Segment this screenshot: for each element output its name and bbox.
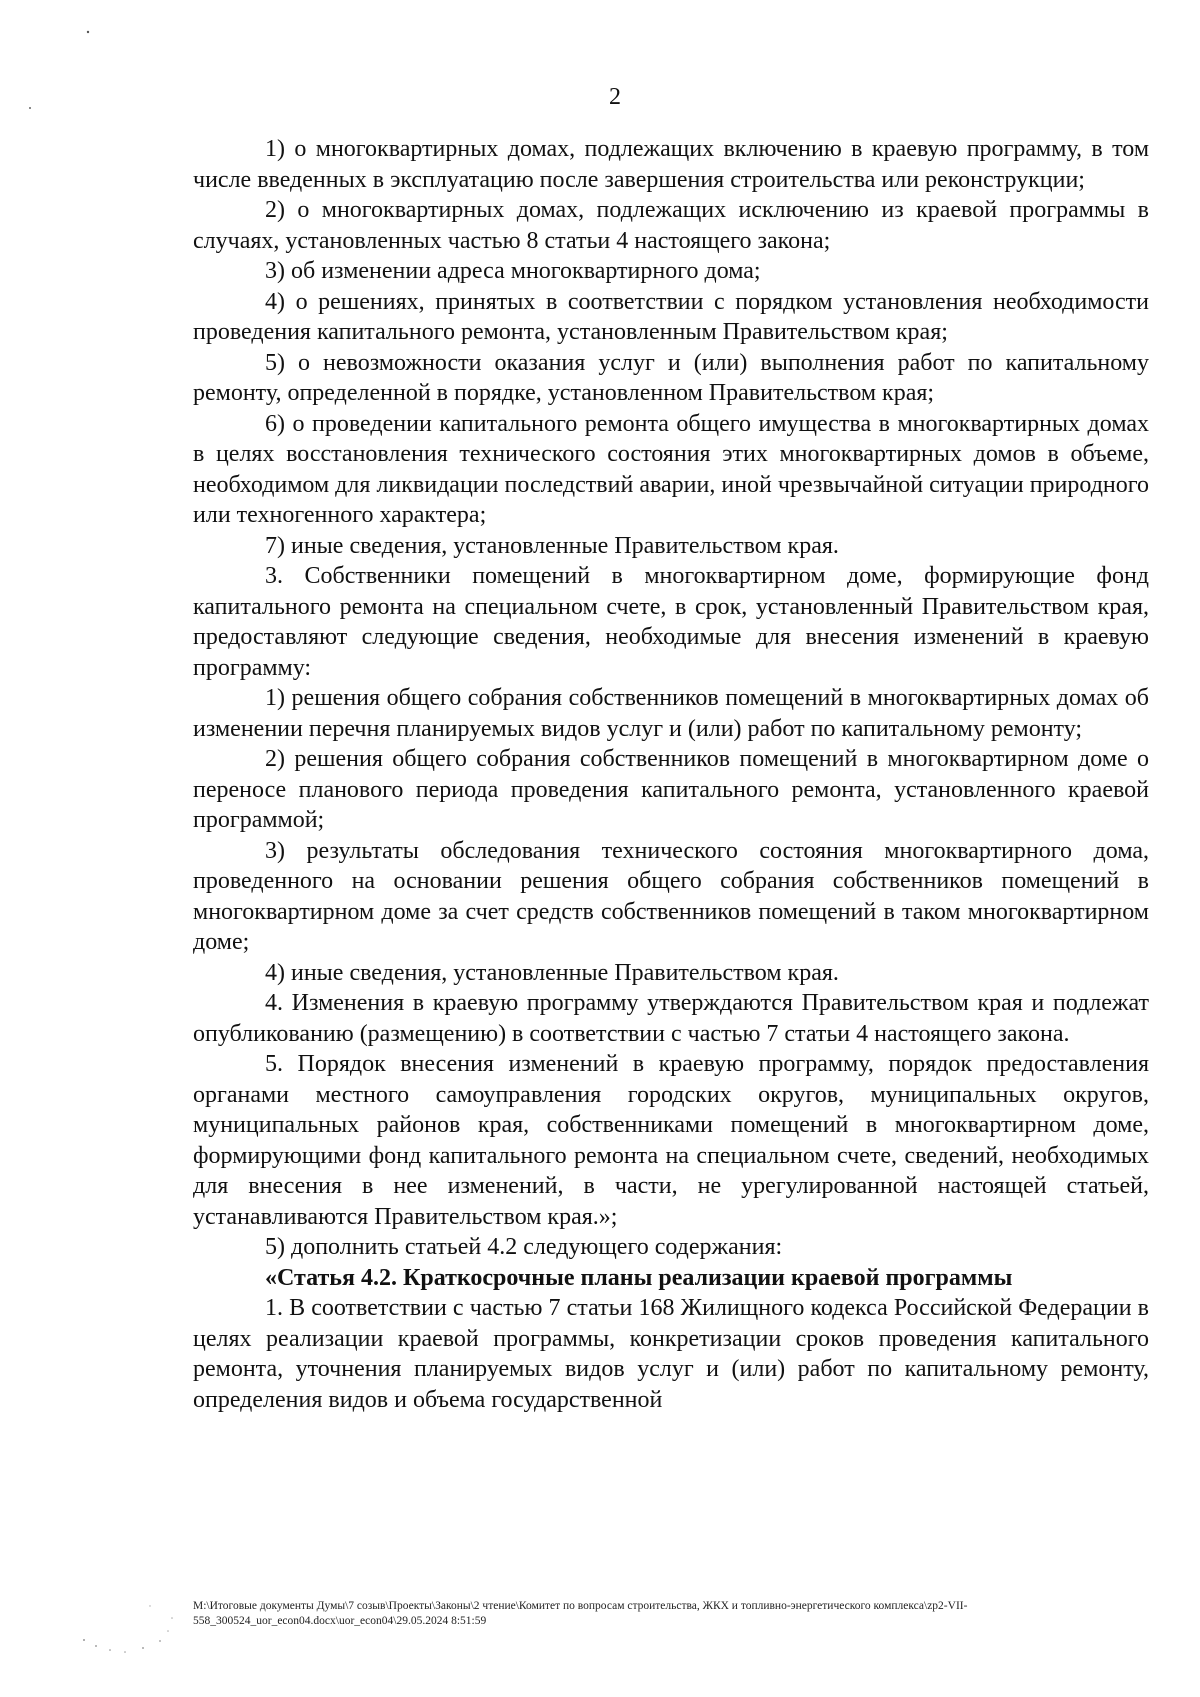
paragraph: 3) об изменении адреса многоквартирного дома; bbox=[265, 258, 761, 284]
paragraph: 1. В соответствии с частью 7 статьи 168 Жилищного кодекса Российской Федерации в целях реализации краевой программы, конкретизации сроков проведения капитального ремонта, уточнения планируемых видов услуг и (или) работ по капитальному ремонту, определения видов и объема государственной bbox=[193, 1295, 1149, 1413]
paragraph: 3) результаты обследования технического состояния многоквартирного дома, проведенного на основании решения общего собрания собственников помещений в многоквартирном доме за счет средств собственников помещений в таком многоквартирном доме; bbox=[193, 837, 1149, 955]
page-number: 2 bbox=[609, 84, 621, 110]
paragraph: 4. Изменения в краевую программу утверждаются Правительством края и подлежат опубликованию (размещению) в соответствии с частью 7 статьи 4 настоящего закона. bbox=[193, 990, 1149, 1047]
paragraph: 1) о многоквартирных домах, подлежащих включению в краевую программу, в том числе введенных в эксплуатацию после завершения строительства или реконструкции; bbox=[193, 136, 1149, 193]
paragraph: 3. Собственники помещений в многоквартирном доме, формирующие фонд капитального ремонта на специальном счете, в срок, установленный Правительством края, предоставляют следующие сведения, необходимые для внесения изменений в краевую программу: bbox=[193, 563, 1149, 681]
paragraph: 6) о проведении капитального ремонта общего имущества в многоквартирных домах в целях восстановления технического состояния этих многоквартирных домов в объеме, необходимом для ликвидации последствий аварии, иной чрезвычайной ситуации природного или техногенного характера; bbox=[193, 410, 1149, 528]
paragraph: 2) о многоквартирных домах, подлежащих исключению из краевой программы в случаях, установленных частью 8 статьи 4 настоящего закона; bbox=[193, 197, 1149, 254]
paragraph: 2) решения общего собрания собственников помещений в многоквартирном доме о переносе планового периода проведения капитального ремонта, установленного краевой программой; bbox=[193, 746, 1149, 833]
paragraph: 5. Порядок внесения изменений в краевую программу, порядок предоставления органами местного самоуправления городских округов, муниципальных округов, муниципальных районов края, собственниками помещений в многоквартирном доме, формирующими фонд капитального ремонта на специальном счете, сведений, необходимых для внесения в нее изменений, в части, не урегулированной настоящей статьей, устанавливаются Правительством края.»; bbox=[193, 1051, 1149, 1230]
paragraph: 5) дополнить статьей 4.2 следующего содержания: bbox=[265, 1234, 783, 1260]
file-path-footer: M:\Итоговые документы Думы\7 созыв\Проекты\Законы\2 чтение\Комитет по вопросам строительства, ЖКХ и топливно-энергетического комплекса\zp2-VII-558_300524_uor_econ04.docx\uor_econ04\29.05.2024 8:51:59 bbox=[193, 1600, 968, 1627]
paragraph: 4) иные сведения, установленные Правительством края. bbox=[265, 959, 839, 986]
paragraph: 1) решения общего собрания собственников помещений в многоквартирных домах об изменении перечня планируемых видов услуг и (или) работ по капитальному ремонту; bbox=[193, 685, 1149, 742]
paragraph: 7) иные сведения, установленные Правительством края. bbox=[265, 532, 839, 559]
paragraph: 4) о решениях, принятых в соответствии с порядком установления необходимости проведения капитального ремонта, установленным Правительством края; bbox=[193, 288, 1149, 345]
paragraph: 5) о невозможности оказания услуг и (или) выполнения работ по капитальному ремонту, определенной в порядке, установленном Правительством края; bbox=[193, 349, 1149, 406]
document-body bbox=[193, 134, 1149, 1415]
article-heading: «Статья 4.2. Краткосрочные планы реализации краевой программы bbox=[265, 1264, 1013, 1291]
